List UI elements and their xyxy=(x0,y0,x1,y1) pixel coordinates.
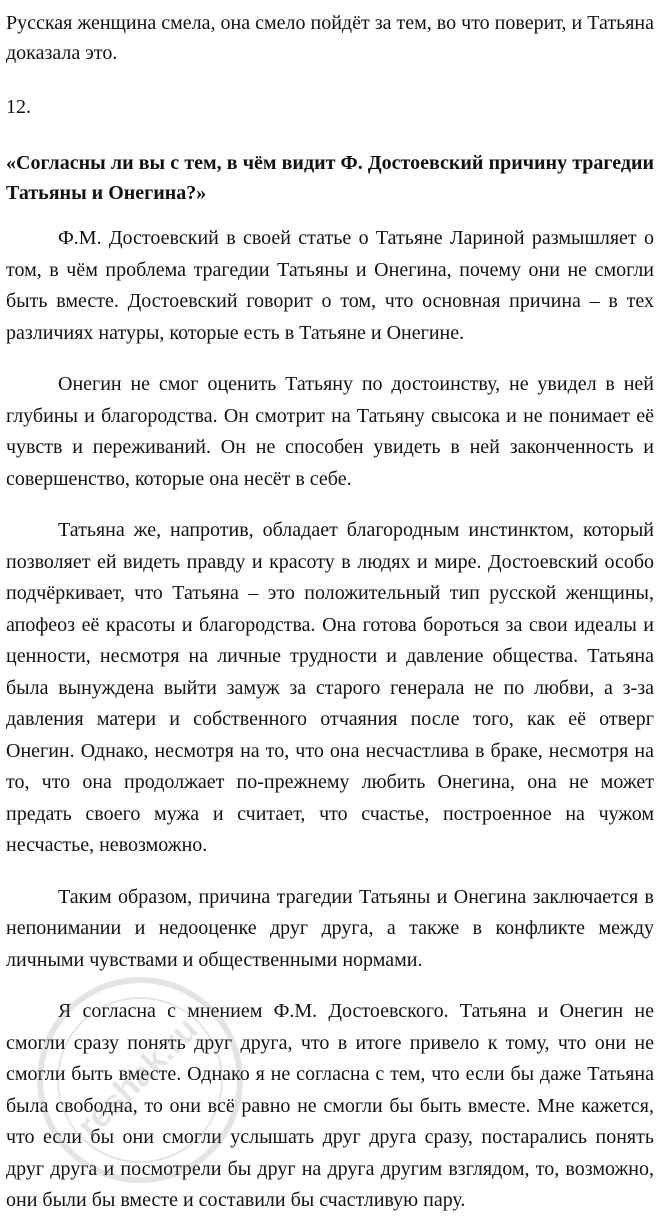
watermark-text: reshak.ru xyxy=(70,1010,206,1146)
question-title: «Согласны ли вы с тем, в чём видит Ф. Достоевский причину трагедии Татьяны и Онегина?» xyxy=(6,152,654,204)
paragraph-1: Ф.М. Достоевский в своей статье о Татьяне Лариной размышляет о том, в чём проблема трагедии Татьяны и Онегина, почему они не смогли быть вместе. Достоевский говорит о том, что основная причина – в тех различиях натуры, которые есть в Татьяне и Онегине. xyxy=(6,227,654,344)
paragraph-3: Татьяна же, напротив, обладает благородным инстинктом, который позволяет ей видеть правду и красоту в людях и мире. Достоевский особо подчёркивает, что Татьяна – это положительный тип русской женщины, апофеоз её красоты и благородства. Она готова бороться за свои идеалы и ценности, несмотря на личные трудности и давление общества. Татьяна была вынуждена выйти замуж за старого генерала не по любви, а з-за давления матери и собственного отчаяния после того, как её отверг Онегин. Однако, несмотря на то, что она несчастлива в браке, несмотря на то, что она продолжает по-прежнему любить Онегина, она не может предать своего мужа и считает, что счастье, построенное на чужом несчастье, невозможно. xyxy=(6,519,654,856)
intro-text: Русская женщина смела, она смело пойдёт за тем, во что поверит, и Татьяна доказала это. xyxy=(6,12,654,64)
paragraph-4: Таким образом, причина трагедии Татьяны и Онегина заключается в непонимании и недооценке друг друга, а также в конфликте между личными чувствами и общественными нормами. xyxy=(6,885,654,971)
question-number: 12. xyxy=(6,96,31,118)
paragraph-2: Онегин не смог оценить Татьяну по достоинству, не увидел в ней глубины и благородства. Он смотрит на Татьяну свысока и не понимает её чувств и переживаний. Он не способен увидеть в ней законченность и совершенство, которые она несёт в себе. xyxy=(6,373,654,490)
paragraph-5: Я согласна с мнением Ф.М. Достоевского. Татьяна и Онегин не смогли сразу понять друг друга, что в итоге привело к тому, что они не смогли быть вместе. Однако я не согласна с тем, что если бы даже Татьяна была свободна, то они всё равно не смогли бы быть вместе. Мне кажется, что если бы они смогли услышать друг друга сразу, постарались понять друг друга и посмотрели бы друг на друга другим взглядом, то, возможно, они были бы вместе и составили бы счастливую пару. xyxy=(6,1000,654,1211)
